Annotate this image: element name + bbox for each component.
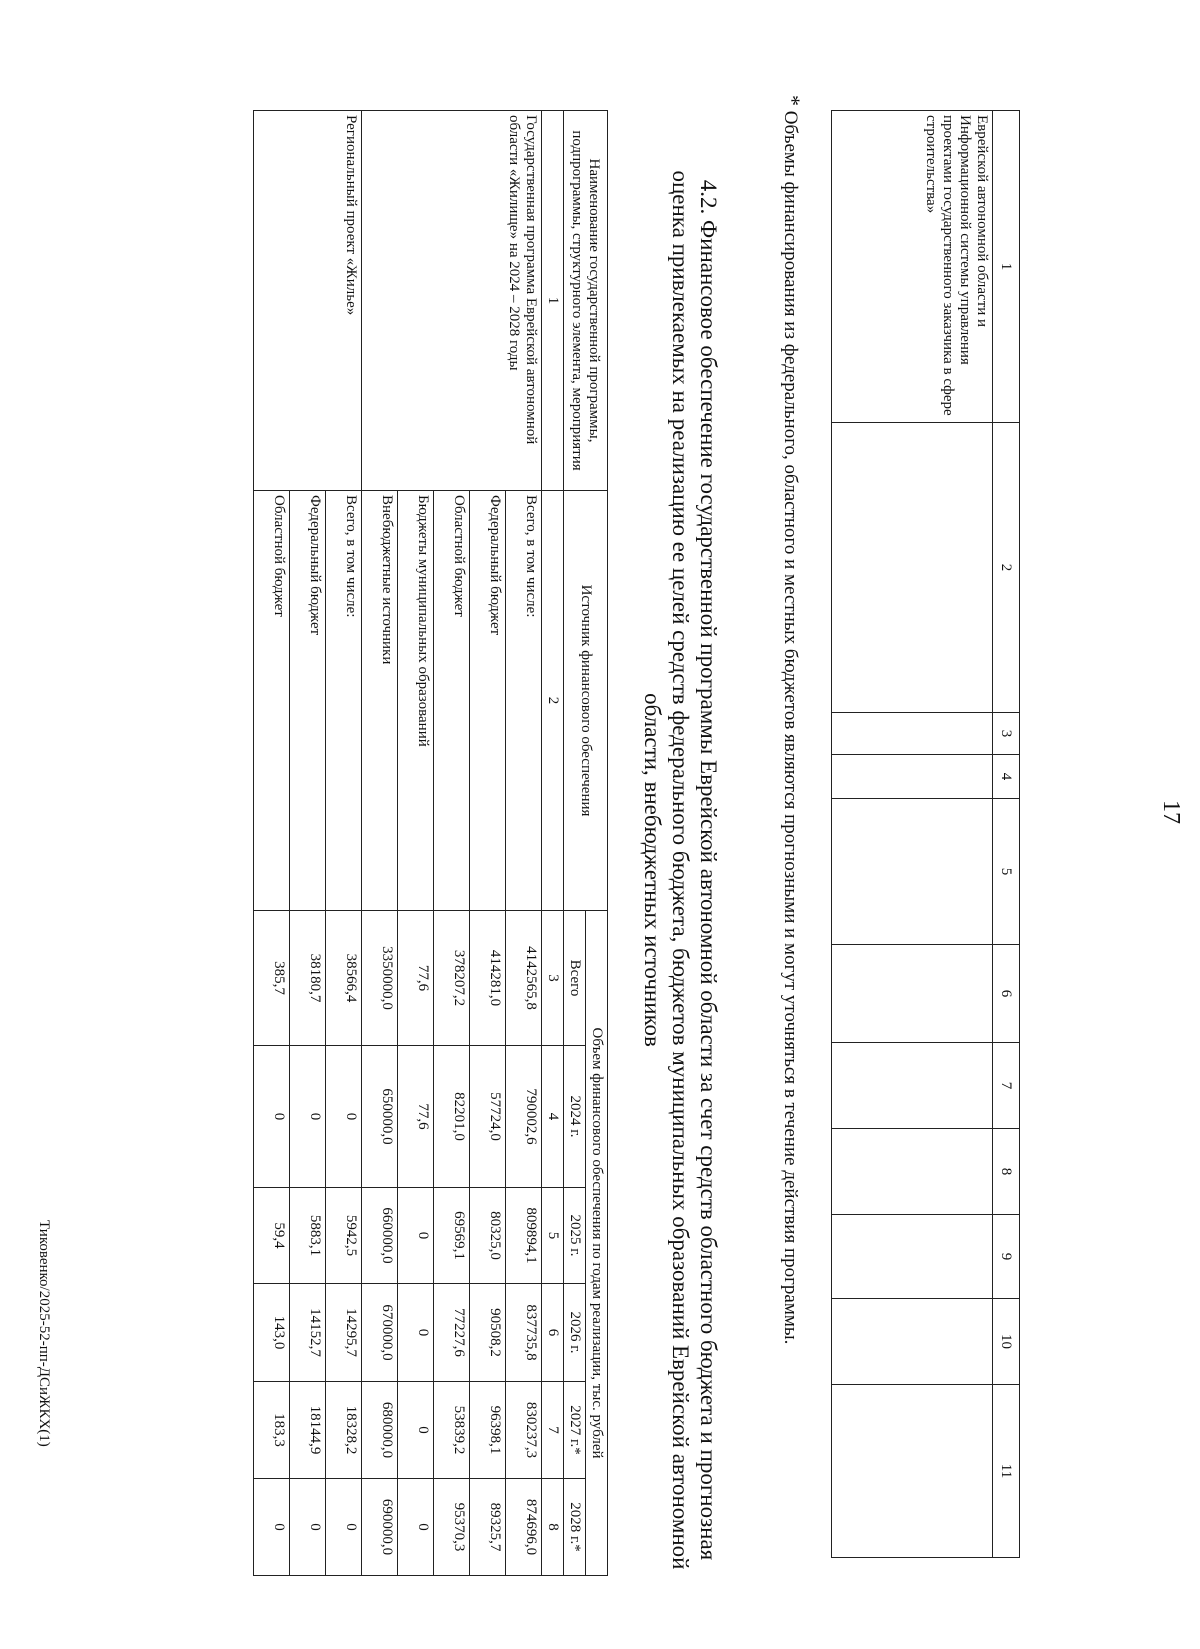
finance-table — [253, 110, 608, 1576]
table-cell — [832, 1129, 993, 1215]
source-cell: Всего, в том числе: — [506, 491, 542, 911]
value-cell: 0 — [254, 1046, 290, 1188]
value-cell: 69569,1 — [434, 1188, 470, 1284]
value-cell: 95370,3 — [434, 1479, 470, 1576]
finance-table-header-row — [586, 111, 608, 1576]
col-num: 10 — [993, 1299, 1020, 1385]
value-cell: 690000,0 — [362, 1479, 398, 1576]
header-year: 2024 г. — [564, 1046, 586, 1188]
top-table-column-numbers — [993, 111, 1020, 1558]
header-year: 2026 г. — [564, 1284, 586, 1382]
source-cell: Федеральный бюджет — [470, 491, 506, 911]
col-num: 5 — [542, 1188, 564, 1284]
value-cell: 378207,2 — [434, 911, 470, 1046]
value-cell: 0 — [398, 1479, 434, 1576]
value-cell: 385,7 — [254, 911, 290, 1046]
header-total: Всего — [564, 911, 586, 1046]
value-cell: 660000,0 — [362, 1188, 398, 1284]
value-cell: 53839,2 — [434, 1382, 470, 1479]
value-cell: 790002,6 — [506, 1046, 542, 1188]
value-cell: 0 — [290, 1479, 326, 1576]
col-num: 5 — [993, 799, 1020, 945]
footnote-text: Объемы финансирования из федерального, областного и местных бюджетов являются прогнозными и могут уточняться в течение действия программы. — [780, 110, 801, 1345]
header-year: 2025 г. — [564, 1188, 586, 1284]
col-num: 4 — [542, 1046, 564, 1188]
value-cell: 809894,1 — [506, 1188, 542, 1284]
col-num: 2 — [542, 491, 564, 911]
header-source: Источник финансового обеспечения — [564, 491, 608, 911]
value-cell: 57724,0 — [470, 1046, 506, 1188]
table-cell — [832, 799, 993, 945]
value-cell: 0 — [398, 1188, 434, 1284]
header-name: Наименование государственной программы, подпрограммы, структурного элемента, мероприятия — [564, 111, 608, 491]
top-table-row — [832, 111, 993, 1558]
table-cell — [832, 1043, 993, 1129]
source-cell: Областной бюджет — [254, 491, 290, 911]
finance-table-column-numbers — [542, 111, 564, 1576]
section-heading: 4.2. Финансовое обеспечение государственной программы Еврейской автономной области за счет средств областного бюджета и прогнозная оценка привлекаемых на реализацию ее целей средств федерального бюджета, бюджетов муниципальных образований Еврейской автономной области, внебюджетных источников — [640, 170, 721, 1570]
value-cell: 80325,0 — [470, 1188, 506, 1284]
table-cell — [832, 1215, 993, 1299]
col-num: 2 — [993, 423, 1020, 713]
table-cell — [832, 755, 993, 799]
col-num: 1 — [993, 111, 1020, 423]
value-cell: 3350000,0 — [362, 911, 398, 1046]
value-cell: 5942,5 — [326, 1188, 362, 1284]
table-cell — [832, 1299, 993, 1385]
table-row — [506, 111, 542, 1576]
table-cell — [832, 945, 993, 1043]
project-name-cell: Региональный проект «Жилье» — [254, 111, 362, 491]
value-cell: 0 — [398, 1284, 434, 1382]
col-num: 3 — [993, 713, 1020, 755]
value-cell: 414281,0 — [470, 911, 506, 1046]
col-num: 6 — [993, 945, 1020, 1043]
col-num: 3 — [542, 911, 564, 1046]
value-cell: 77,6 — [398, 1046, 434, 1188]
col-num: 8 — [993, 1129, 1020, 1215]
source-cell: Внебюджетные источники — [362, 491, 398, 911]
footnote — [777, 95, 805, 1605]
source-cell: Федеральный бюджет — [290, 491, 326, 911]
value-cell: 183,3 — [254, 1382, 290, 1479]
source-cell: Областной бюджет — [434, 491, 470, 911]
value-cell: 874696,0 — [506, 1479, 542, 1576]
value-cell: 837735,8 — [506, 1284, 542, 1382]
value-cell: 77,6 — [398, 911, 434, 1046]
value-cell: 59,4 — [254, 1188, 290, 1284]
col-num: 8 — [542, 1479, 564, 1576]
value-cell: 670000,0 — [362, 1284, 398, 1382]
value-cell: 0 — [326, 1479, 362, 1576]
value-cell: 4142565,8 — [506, 911, 542, 1046]
value-cell: 830237,3 — [506, 1382, 542, 1479]
header-year: 2027 г.* — [564, 1382, 586, 1479]
value-cell: 96398,1 — [470, 1382, 506, 1479]
value-cell: 5883,1 — [290, 1188, 326, 1284]
table-cell — [832, 713, 993, 755]
value-cell: 0 — [254, 1479, 290, 1576]
source-cell: Бюджеты муниципальных образований — [398, 491, 434, 911]
col-num: 11 — [993, 1385, 1020, 1558]
value-cell: 0 — [398, 1382, 434, 1479]
footnote-asterisk: * — [780, 95, 805, 106]
col-num: 7 — [542, 1382, 564, 1479]
header-year: 2028 г.* — [564, 1479, 586, 1576]
header-volume: Объем финансового обеспечения по годам реализации, тыс. рублей — [586, 911, 608, 1576]
value-cell: 38180,7 — [290, 911, 326, 1046]
value-cell: 77227,6 — [434, 1284, 470, 1382]
page-number: 17 — [1158, 800, 1184, 824]
col-num: 1 — [542, 111, 564, 491]
top-table — [831, 110, 1020, 1558]
col-num: 9 — [993, 1215, 1020, 1299]
table-row — [326, 111, 362, 1576]
col-num: 7 — [993, 1043, 1020, 1129]
top-table-first-cell: Еврейской автономной области и Информационной системы управления проектами государственного заказчика в сфере строительства» — [832, 111, 993, 423]
value-cell: 90508,2 — [470, 1284, 506, 1382]
table-cell — [832, 423, 993, 713]
value-cell: 650000,0 — [362, 1046, 398, 1188]
program-name-cell: Государственная программа Еврейской автономной области «Жилище» на 2024 – 2028 годы — [362, 111, 542, 491]
value-cell: 38566,4 — [326, 911, 362, 1046]
col-num: 4 — [993, 755, 1020, 799]
source-cell: Всего, в том числе: — [326, 491, 362, 911]
value-cell: 82201,0 — [434, 1046, 470, 1188]
value-cell: 143,0 — [254, 1284, 290, 1382]
value-cell: 18328,2 — [326, 1382, 362, 1479]
value-cell: 14295,7 — [326, 1284, 362, 1382]
footer-reference: Тиковенко/2025-52-пп-ДСиЖКХ(1) — [36, 1220, 52, 1447]
col-num: 6 — [542, 1284, 564, 1382]
value-cell: 89325,7 — [470, 1479, 506, 1576]
value-cell: 18144,9 — [290, 1382, 326, 1479]
table-cell — [832, 1385, 993, 1558]
value-cell: 0 — [290, 1046, 326, 1188]
value-cell: 680000,0 — [362, 1382, 398, 1479]
value-cell: 0 — [326, 1046, 362, 1188]
value-cell: 14152,7 — [290, 1284, 326, 1382]
